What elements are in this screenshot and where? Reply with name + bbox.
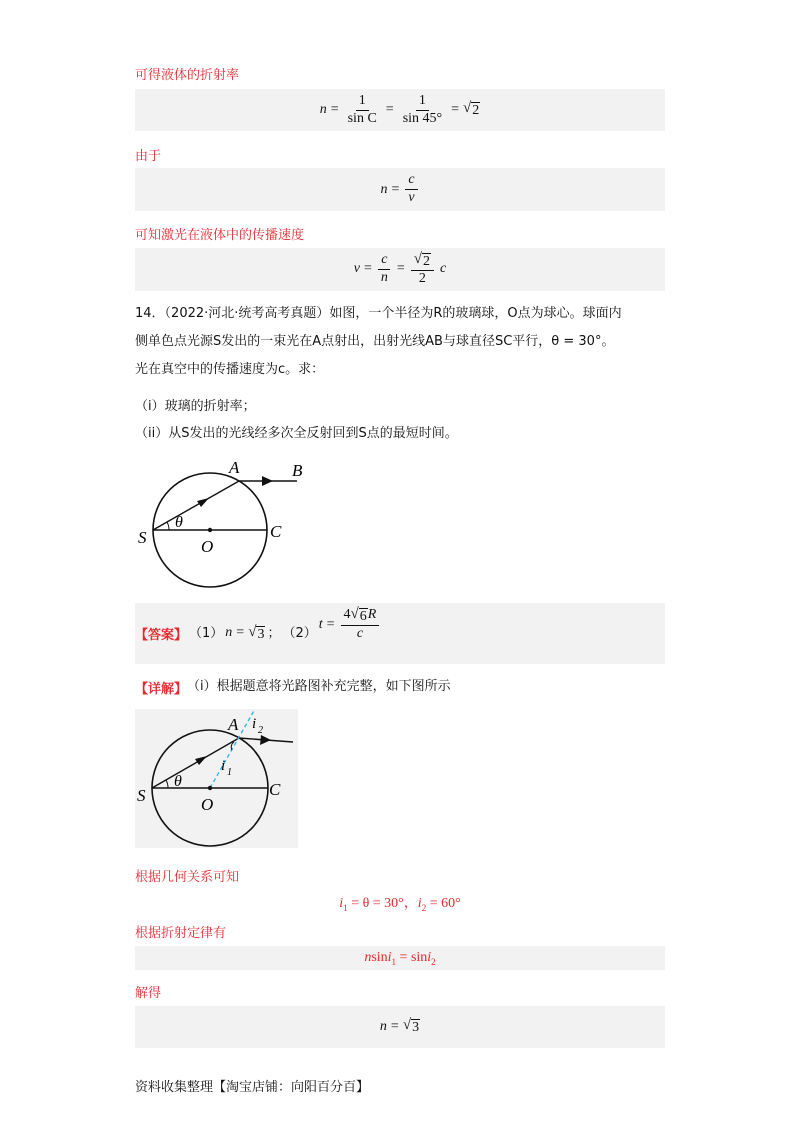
question-1: （i）玻璃的折射率； [135,399,256,414]
detail-text: （i）根据题意将光路图补充完整，如下图所示 [187,679,451,694]
label-i2-sub: 2 [258,725,263,736]
problem-statement [135,300,675,384]
eq3-den-2: 2 [418,271,426,287]
angle-arc [167,522,169,530]
answer-1-equals: = [236,625,245,641]
answer-2-fraction [341,607,380,642]
label-theta: θ [175,514,183,531]
geom-eq-b: = 60° [426,896,461,911]
answer-2-lhs: t [318,616,323,632]
figure-glass-sphere [135,455,315,595]
detail-heading [135,675,451,699]
answer-2-math [319,607,382,642]
answer-2-coef: 4 [343,607,351,622]
arrow-icon [262,476,273,486]
step-label-solve: 解得 [135,986,162,1001]
angle-arc-2 [166,780,168,788]
label-a-2: A [228,715,239,734]
sqrt-radical-icon: √ [413,250,423,267]
label-o-2: O [201,795,214,814]
refr-i1-sub: 1 [391,956,397,967]
arrow-icon [195,756,207,765]
center-dot [208,528,212,532]
eq1-equals: = [330,102,339,117]
step-label-refractive-index: 可得液体的折射率 [135,68,240,83]
step-label-geometry: 根据几何关系可知 [135,870,240,885]
eq2-lhs: n [380,181,388,197]
footer-text: 资料收集整理【淘宝店铺：向阳百分百】 [135,1080,370,1095]
eq3-lhs: v [353,261,360,277]
label-b: B [292,461,303,480]
eq1-equals-2: = [385,102,394,117]
geom-i1: i [339,896,344,911]
step-label-refraction-law: 根据折射定律有 [135,926,227,941]
equation-snell [135,946,665,970]
answer-2-num [341,607,380,626]
equation-n-c-over-v [135,168,665,211]
eq1-radicand: 2 [472,103,480,119]
answer-1-math [225,625,265,642]
step-label-speed: 可知激光在液体中的传播速度 [135,228,305,243]
center-dot-2 [208,786,212,790]
label-a: A [229,458,240,477]
answer-tag: 【答案】 [135,628,188,643]
problem-line-3: 光在真空中的传播速度为c。求： [135,362,325,377]
label-s: S [138,528,147,547]
problem-line-1: 14．（2022·河北·统考高考真题）如图，一个半径为R的玻璃球，O点为球心。球面内 [135,306,622,321]
equation-speed [135,248,665,291]
answer-separator: ； [267,625,281,641]
step-label-since: 由于 [135,149,162,164]
eq2-num: c [405,173,417,190]
ray-sa-2 [152,738,239,788]
refr-i2-sub: 2 [431,956,436,967]
figure-2-svg [135,709,298,848]
answer-2-var: R [367,607,377,622]
label-s-2: S [137,786,146,805]
arrow-icon [197,498,209,507]
question-2: （ii）从S发出的光线经多次全反射回到S点的最短时间。 [135,426,458,441]
answer-2-den: c [356,626,364,642]
eq3-fraction-1 [378,253,391,285]
label-i1: i [221,758,226,774]
eq1-num-2: 1 [416,94,429,111]
solve-equals: = [390,1018,399,1034]
refr-n: n [364,949,372,965]
eq1-den-2: sin 45° [402,110,443,126]
eq2-equals: = [391,181,400,197]
answer-2-radicand: 6 [359,609,367,624]
arrow-icon [260,735,271,745]
refr-sin-1: sin [371,949,388,965]
answer-part-2: （2） [282,625,317,641]
sqrt-radical-icon: √ [248,623,257,640]
label-i2: i [252,716,257,732]
sqrt-radical-icon: √ [402,1017,412,1034]
label-i1-sub: 1 [227,767,232,778]
label-c-2: C [269,780,281,799]
label-c: C [270,522,282,541]
refr-i2: i [427,949,432,965]
solve-radicand: 3 [412,1020,420,1036]
answer-part-1: （1） [189,625,224,641]
eq1-sqrt [463,101,480,118]
eq3-fraction-2 [411,252,434,287]
sqrt-radical-icon: √ [350,606,359,622]
problem-line-2: 侧单色点光源S发出的一束光在A点射出，出射光线AB与球直径SC平行，θ = 30°。 [135,334,615,349]
sqrt-radical-icon: √ [463,100,472,117]
answer-box [135,603,665,664]
eq1-equals-3: = [451,102,460,117]
label-theta-2: θ [174,773,182,790]
answer-2-equals: = [326,616,335,632]
equation-angles [0,892,800,913]
eq3-equals-2: = [396,261,405,277]
equation-refractive-index [135,89,665,131]
eq2-den: v [408,190,415,205]
answer-1-radicand: 3 [257,626,265,642]
eq1-fraction-2 [400,94,445,126]
eq3-radicand: 2 [423,253,431,269]
geom-i2: i [417,896,422,911]
eq1-den-1: sin C [347,110,377,126]
solve-lhs: n [379,1018,387,1034]
eq1-lhs: n [319,102,327,117]
eq3-den-1: n [380,269,388,285]
eq2-fraction [405,173,417,205]
refr-i1: i [387,949,392,965]
eq3-num-2 [411,252,434,271]
eq3-tail: c [440,261,447,277]
eq1-fraction-1 [345,94,380,126]
ray-sa [153,481,239,530]
refr-mid: = sin [396,949,428,965]
geom-i1-sub: 1 [343,902,348,913]
eq3-equals: = [363,261,372,277]
eq1-num-1: 1 [356,94,369,111]
figure-completed-light-path [135,709,298,848]
detail-tag: 【详解】 [135,681,188,697]
geom-i2-sub: 2 [421,902,427,913]
label-o: O [201,537,214,556]
eq3-num-1: c [378,253,390,270]
answer-1-lhs: n [225,625,233,641]
geom-eq-a: = θ = 30°， [347,896,418,911]
equation-solve [135,1006,665,1048]
